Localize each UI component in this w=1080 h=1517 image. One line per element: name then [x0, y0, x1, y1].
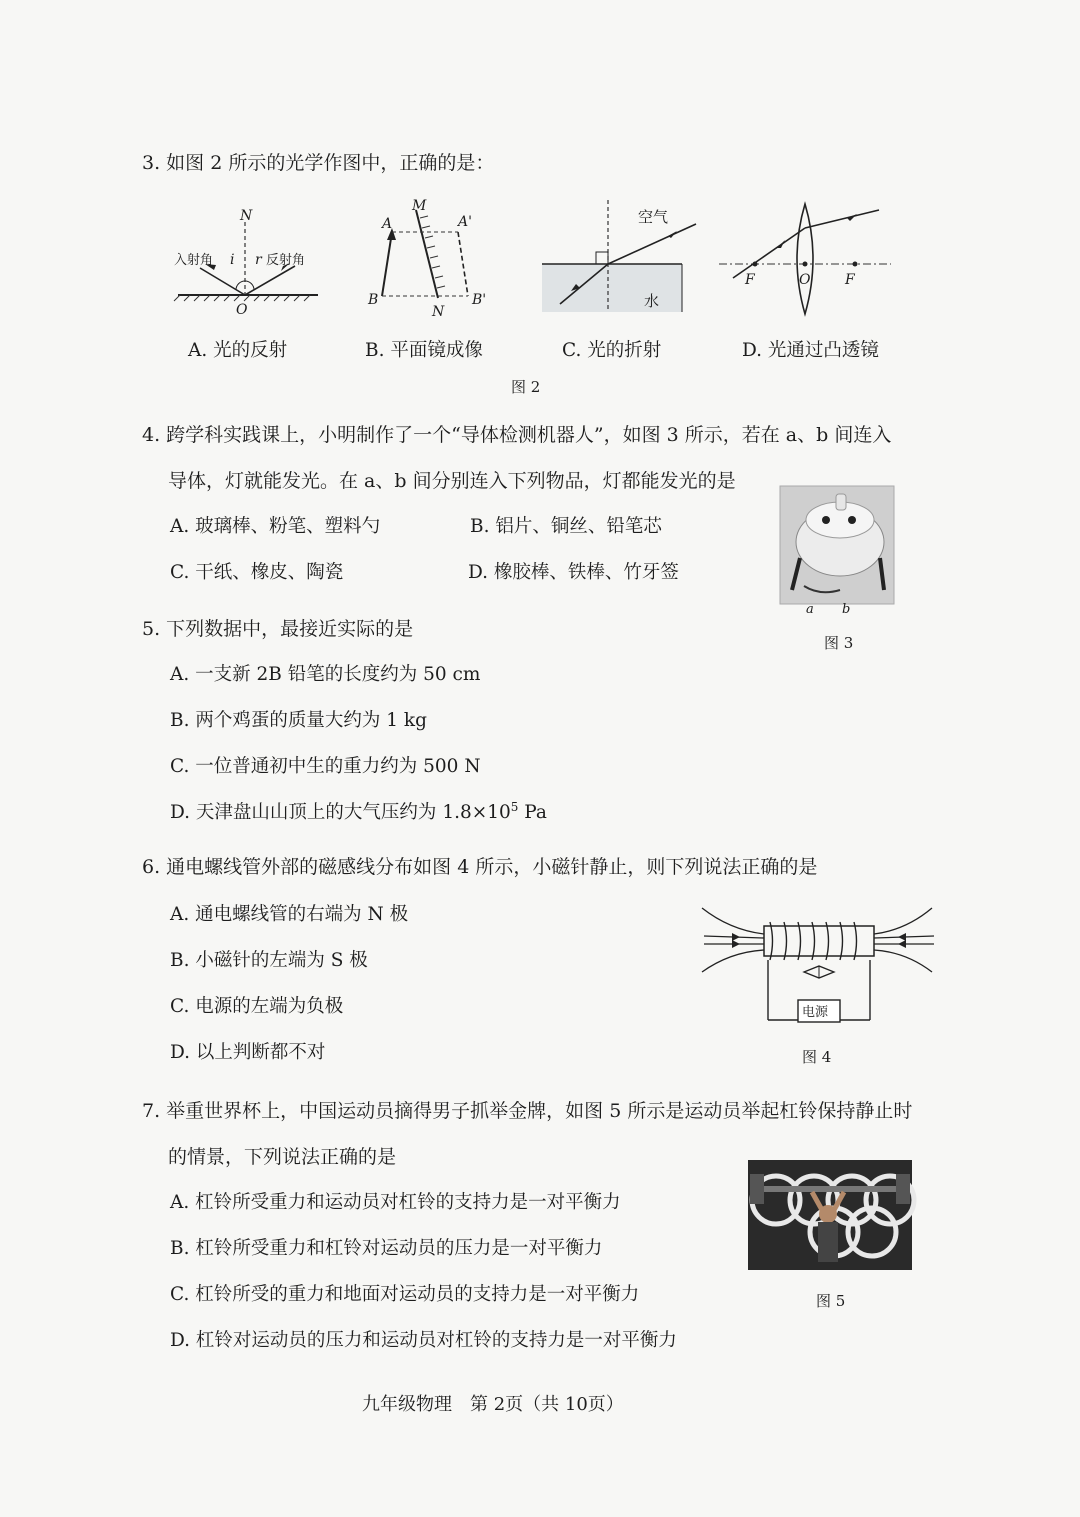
q3-option-a: A. 光的反射 [188, 340, 288, 361]
q3-stem: 3. 如图 2 所示的光学作图中，正确的是： [142, 152, 495, 174]
figure-2b-plane-mirror [360, 198, 510, 323]
q3-figure-caption: 图 2 [511, 378, 541, 396]
fig2b-label-M: M [412, 198, 427, 214]
q3-option-b: B. 平面镜成像 [365, 340, 483, 361]
fig3-label-b: b [842, 602, 851, 617]
q7-option-c: C. 杠铃所受的重力和地面对运动员的支持力是一对平衡力 [170, 1284, 640, 1305]
fig3-label-a: a [806, 602, 814, 617]
figure-2d-convex-lens [715, 198, 895, 318]
q5-option-b: B. 两个鸡蛋的质量大约为 1 kg [170, 710, 427, 731]
page-footer: 九年级物理 第 2页（共 10页） [362, 1394, 624, 1415]
q3-option-c: C. 光的折射 [562, 340, 662, 361]
q4-option-c: C. 干纸、橡皮、陶瓷 [170, 562, 344, 583]
fig2c-label-air: 空气 [638, 208, 669, 226]
q4-option-a: A. 玻璃棒、粉笔、塑料勺 [170, 516, 381, 537]
q6-option-a: A. 通电螺线管的右端为 N 极 [170, 904, 409, 925]
q6-option-d: D. 以上判断都不对 [170, 1042, 326, 1063]
q6-option-b: B. 小磁针的左端为 S 极 [170, 950, 368, 971]
q4-stem-line2: 导体，灯就能发光。在 a、b 间分别连入下列物品，灯都能发光的是 [168, 470, 736, 492]
fig2a-label-N: N [240, 208, 253, 224]
fig2a-label-i: i [230, 252, 235, 268]
q4-option-d: D. 橡胶棒、铁棒、竹牙签 [468, 562, 679, 583]
fig2d-label-O: O [799, 272, 811, 288]
q7-stem-line2: 的情景，下列说法正确的是 [168, 1146, 397, 1168]
fig2a-label-O: O [236, 302, 248, 318]
figure-2a-reflection [170, 200, 330, 320]
fig2b-label-B: B [368, 292, 379, 308]
q4-stem-line1: 4. 跨学科实践课上，小明制作了一个“导体检测机器人”，如图 3 所示，若在 a、b 间连入 [142, 424, 892, 446]
fig2c-label-water: 水 [644, 292, 660, 310]
q7-option-a: A. 杠铃所受重力和运动员对杠铃的支持力是一对平衡力 [170, 1192, 621, 1213]
q5-option-d-unit: Pa [518, 802, 547, 823]
figure-2c-refraction [540, 198, 700, 318]
fig2d-label-F1: F [745, 272, 755, 288]
q6-figure-caption: 图 4 [802, 1048, 832, 1066]
q5-option-d-exponent: 5 [510, 799, 519, 814]
q5-option-d [170, 798, 547, 824]
fig4-power-label: 电源 [802, 1005, 829, 1020]
q7-option-b: B. 杠铃所受重力和杠铃对运动员的压力是一对平衡力 [170, 1238, 603, 1259]
q6-option-c: C. 电源的左端为负极 [170, 996, 344, 1017]
fig2d-label-F2: F [845, 272, 855, 288]
q5-option-d-text: D. 天津盘山山顶上的大气压约为 1.8×10 [170, 802, 511, 823]
q7-stem-line1: 7. 举重世界杯上，中国运动员摘得男子抓举金牌，如图 5 所示是运动员举起杠铃保持静止时 [142, 1100, 913, 1122]
q6-stem: 6. 通电螺线管外部的磁感线分布如图 4 所示，小磁针静止，则下列说法正确的是 [142, 856, 818, 878]
fig2b-label-N: N [432, 304, 445, 320]
figure-5-weightlifter-photo [748, 1160, 912, 1270]
fig2a-label-incident: 入射角 [174, 253, 214, 268]
q5-stem: 5. 下列数据中，最接近实际的是 [142, 618, 414, 640]
q5-option-c: C. 一位普通初中生的重力约为 500 N [170, 756, 481, 777]
q4-option-b: B. 铝片、铜丝、铅笔芯 [470, 516, 662, 537]
q5-option-a: A. 一支新 2B 铅笔的长度约为 50 cm [170, 664, 481, 685]
figure-4-solenoid [700, 900, 940, 1030]
figure-3-robot-photo [780, 486, 894, 604]
fig2a-label-reflect: 反射角 [266, 253, 306, 268]
q4-figure-caption: 图 3 [824, 634, 854, 652]
fig2b-label-A2: A' [458, 214, 472, 230]
fig2b-label-A: A [382, 216, 393, 232]
fig2b-label-B2: B' [472, 292, 487, 308]
fig2a-label-r: r [255, 252, 262, 268]
q7-option-d: D. 杠铃对运动员的压力和运动员对杠铃的支持力是一对平衡力 [170, 1330, 677, 1351]
q7-figure-caption: 图 5 [816, 1292, 846, 1310]
q3-option-d: D. 光通过凸透镜 [742, 340, 879, 361]
